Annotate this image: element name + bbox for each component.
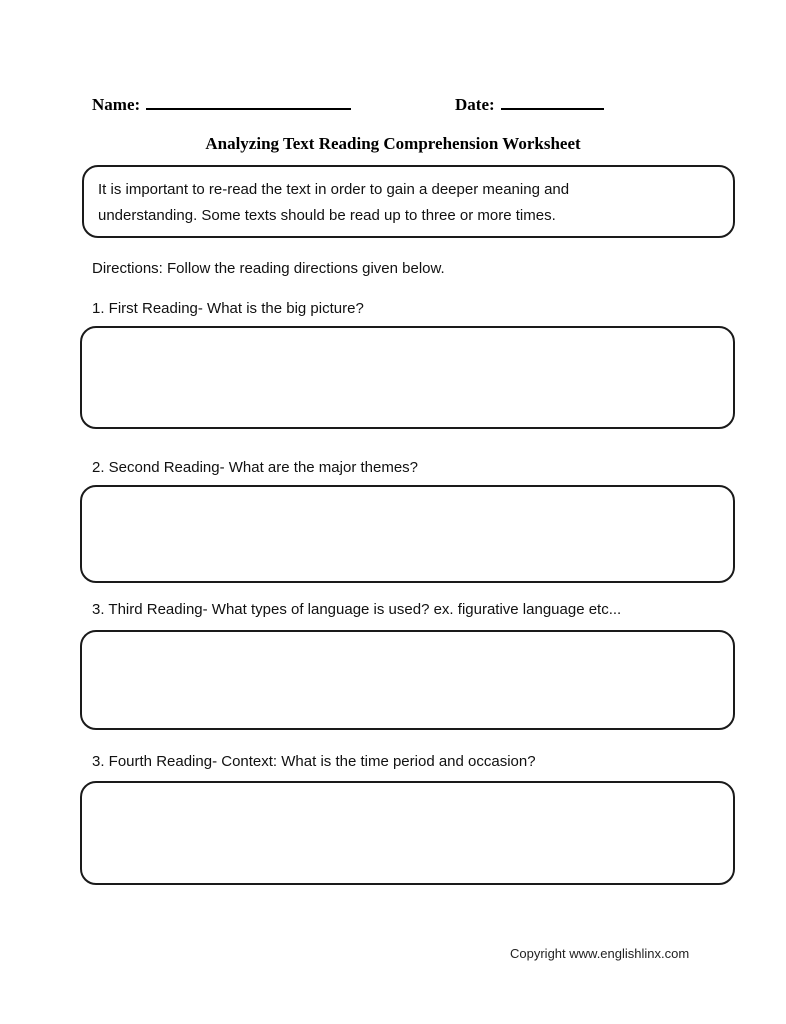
date-label: Date: bbox=[455, 95, 495, 114]
question-3-label: 3. Third Reading- What types of language is used? ex. figurative language etc... bbox=[92, 601, 622, 618]
answer-box-4[interactable] bbox=[80, 781, 735, 885]
intro-box bbox=[82, 165, 735, 238]
name-field[interactable] bbox=[146, 92, 351, 110]
question-1-label: 1. First Reading- What is the big picture? bbox=[92, 300, 364, 317]
date-block bbox=[455, 92, 604, 115]
answer-box-1[interactable] bbox=[80, 326, 735, 429]
copyright-text: Copyright www.englishlinx.com bbox=[510, 946, 690, 961]
name-label: Name: bbox=[92, 95, 141, 114]
answer-box-2[interactable] bbox=[80, 485, 735, 583]
answer-box-3[interactable] bbox=[80, 630, 735, 730]
intro-text: It is important to re-read the text in order to gain a deeper meaning and understanding. Some texts should be read up to three or more times. bbox=[98, 181, 570, 224]
question-2-label: 2. Second Reading- What are the major themes? bbox=[92, 459, 419, 476]
date-field[interactable] bbox=[501, 92, 604, 110]
directions-text: Directions: Follow the reading directions given below. bbox=[92, 260, 445, 277]
header-row bbox=[92, 92, 694, 115]
page-title: Analyzing Text Reading Comprehension Worksheet bbox=[205, 134, 581, 153]
question-4-label: 3. Fourth Reading- Context: What is the time period and occasion? bbox=[92, 753, 536, 770]
